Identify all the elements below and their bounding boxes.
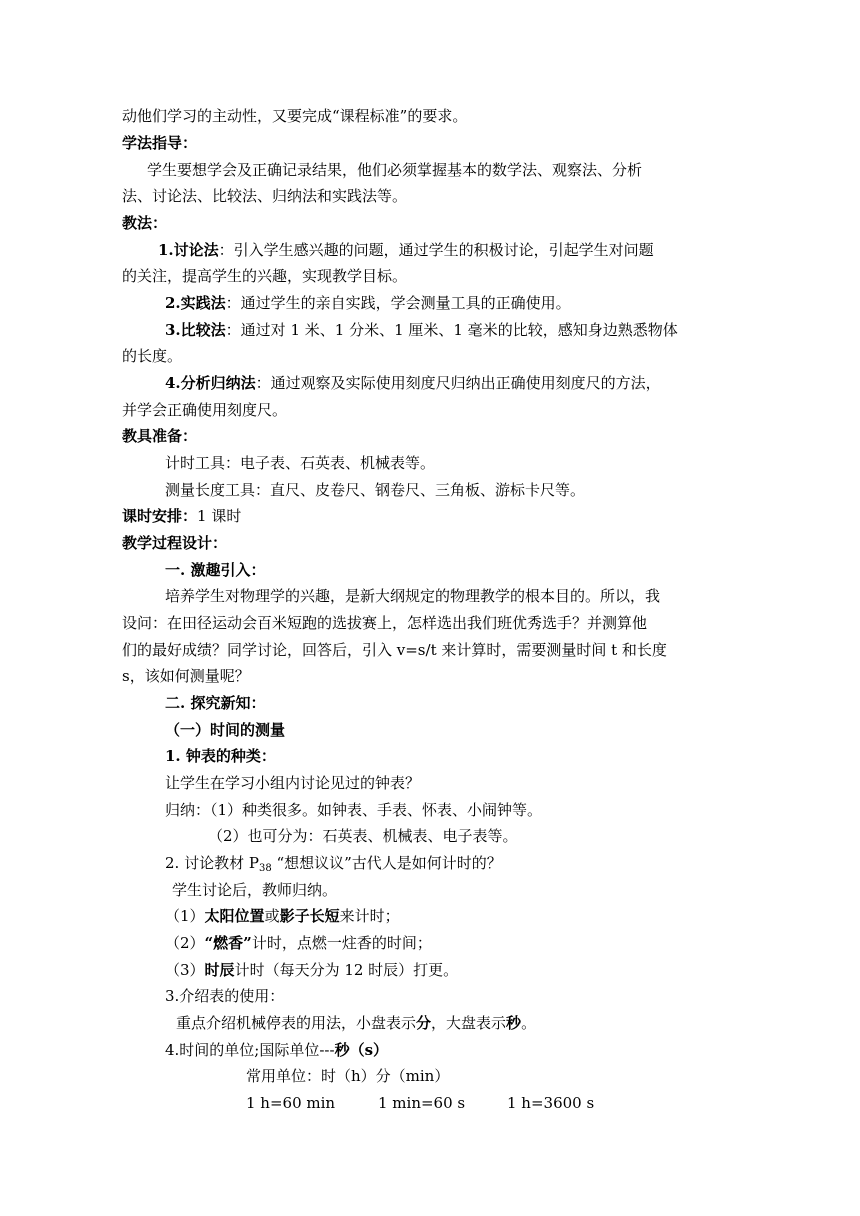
- text-line: （2）也可分为：石英表、机械表、电子表等。: [208, 827, 518, 845]
- class-hours-value: 1 课时: [197, 507, 242, 525]
- text-segment: 。: [521, 1014, 537, 1032]
- unit-conversion-hour-minute: 1 h=60 min: [246, 1094, 336, 1112]
- text-line: 培养学生对物理学的兴趣，是新大纲规定的物理教学的根本目的。所以，我: [165, 587, 661, 605]
- emphasis: 时辰: [204, 961, 235, 979]
- text-line: 的关注，提高学生的兴趣，实现教学目标。: [122, 267, 408, 285]
- text-segment: 计时（每天分为 12 时辰）打更。: [234, 961, 459, 979]
- text-segment: “想想议议”古代人是如何计时的？: [271, 854, 502, 872]
- text-line: 设问：在田径运动会百米短跑的选拔赛上，怎样选出我们班优秀选手？并测算他: [122, 614, 648, 632]
- text-line: 并学会正确使用刻度尺。: [122, 401, 288, 419]
- emphasis: 太阳位置: [204, 907, 265, 925]
- method-text: ：通过对 1 米、1 分米、1 厘米、1 毫米的比较，感知身边熟悉物体: [225, 321, 678, 339]
- emphasis: 秒（s）: [334, 1041, 389, 1059]
- emphasis: 秒: [506, 1014, 522, 1032]
- section-heading-equipment: 教具准备：: [122, 427, 198, 445]
- text-line: [165, 933, 432, 953]
- page-subscript: 38: [258, 863, 272, 874]
- text-segment: 或: [264, 907, 280, 925]
- text-segment: （1）: [165, 907, 205, 925]
- emphasis: 分: [416, 1014, 432, 1032]
- method-item-comparison: [165, 320, 678, 340]
- section-heading-class-hours: 课时安排：: [122, 507, 198, 525]
- method-label: 2.实践法: [165, 294, 226, 312]
- method-text: ：通过观察及实际使用刻度尺归纳出正确使用刻度尺的方法，: [255, 374, 661, 392]
- subheading-explore: 二. 探究新知：: [165, 694, 266, 712]
- unit-conversion-minute-second: 1 min=60 s: [378, 1094, 466, 1112]
- subheading-clock-types: 1. 钟表的种类：: [165, 747, 276, 765]
- text-segment: 重点介绍机械停表的用法，小盘表示: [176, 1014, 417, 1032]
- text-segment: （3）: [165, 961, 205, 979]
- section-heading-process: 教学过程设计：: [122, 534, 228, 552]
- class-hours: [122, 506, 241, 526]
- method-item-discussion: [158, 240, 654, 260]
- text-line: [176, 1013, 536, 1033]
- text-line: [165, 960, 458, 980]
- section-heading-teaching-method: 教法：: [122, 214, 168, 232]
- text-segment: 2. 讨论教材 P: [165, 854, 259, 872]
- method-label: 3.比较法: [165, 321, 226, 339]
- text-line: 法、讨论法、比较法、归纳法和实践法等。: [122, 187, 408, 205]
- unit-conversion-hour-second: 1 h=3600 s: [507, 1094, 595, 1112]
- subheading-introduction: 一. 激趣引入：: [165, 561, 266, 579]
- text-line: 动他们学习的主动性，又要完成“课程标准”的要求。: [122, 107, 468, 125]
- method-label: 1.讨论法: [158, 241, 219, 259]
- text-line: 3.介绍表的使用：: [165, 987, 285, 1005]
- emphasis: “燃香”: [204, 934, 252, 952]
- text-line: [165, 853, 502, 873]
- subheading-time-measurement: （一）时间的测量: [165, 721, 286, 739]
- text-segment: 4.时间的单位;国际单位---: [165, 1041, 335, 1059]
- text-line: 归纳：（1）种类很多。如钟表、手表、怀表、小闹钟等。: [165, 801, 543, 819]
- method-label: 4.分析归纳法: [165, 374, 256, 392]
- text-line: 学生讨论后，教师归纳。: [172, 881, 338, 899]
- section-heading-study-method: 学法指导：: [122, 134, 198, 152]
- text-line: 测量长度工具：直尺、皮卷尺、钢卷尺、三角板、游标卡尺等。: [165, 481, 586, 499]
- method-item-analysis: [165, 373, 661, 393]
- text-line: 学生要想学会及正确记录结果，他们必须掌握基本的数学法、观察法、分析: [147, 161, 643, 179]
- text-line: [165, 1040, 388, 1060]
- text-segment: 来计时；: [339, 907, 400, 925]
- text-segment: （2）: [165, 934, 205, 952]
- text-line: 计时工具：电子表、石英表、机械表等。: [165, 454, 436, 472]
- text-line: 常用单位：时（h）分（min）: [246, 1067, 450, 1085]
- text-line: [165, 906, 400, 926]
- text-line: s，该如何测量呢？: [122, 667, 250, 685]
- method-text: ：通过学生的亲自实践，学会测量工具的正确使用。: [225, 294, 571, 312]
- emphasis: 影子长短: [279, 907, 340, 925]
- text-segment: ，大盘表示: [431, 1014, 507, 1032]
- method-text: ：引入学生感兴趣的问题，通过学生的积极讨论，引起学生对问题: [218, 241, 654, 259]
- text-segment: 计时，点燃一炷香的时间；: [251, 934, 432, 952]
- text-line: 让学生在学习小组内讨论见过的钟表？: [165, 774, 421, 792]
- text-line: 的长度。: [122, 347, 183, 365]
- text-line: 们的最好成绩？同学讨论，回答后，引入 v=s/t 来计算时，需要测量时间 t 和长度: [122, 641, 667, 659]
- method-item-practice: [165, 293, 571, 313]
